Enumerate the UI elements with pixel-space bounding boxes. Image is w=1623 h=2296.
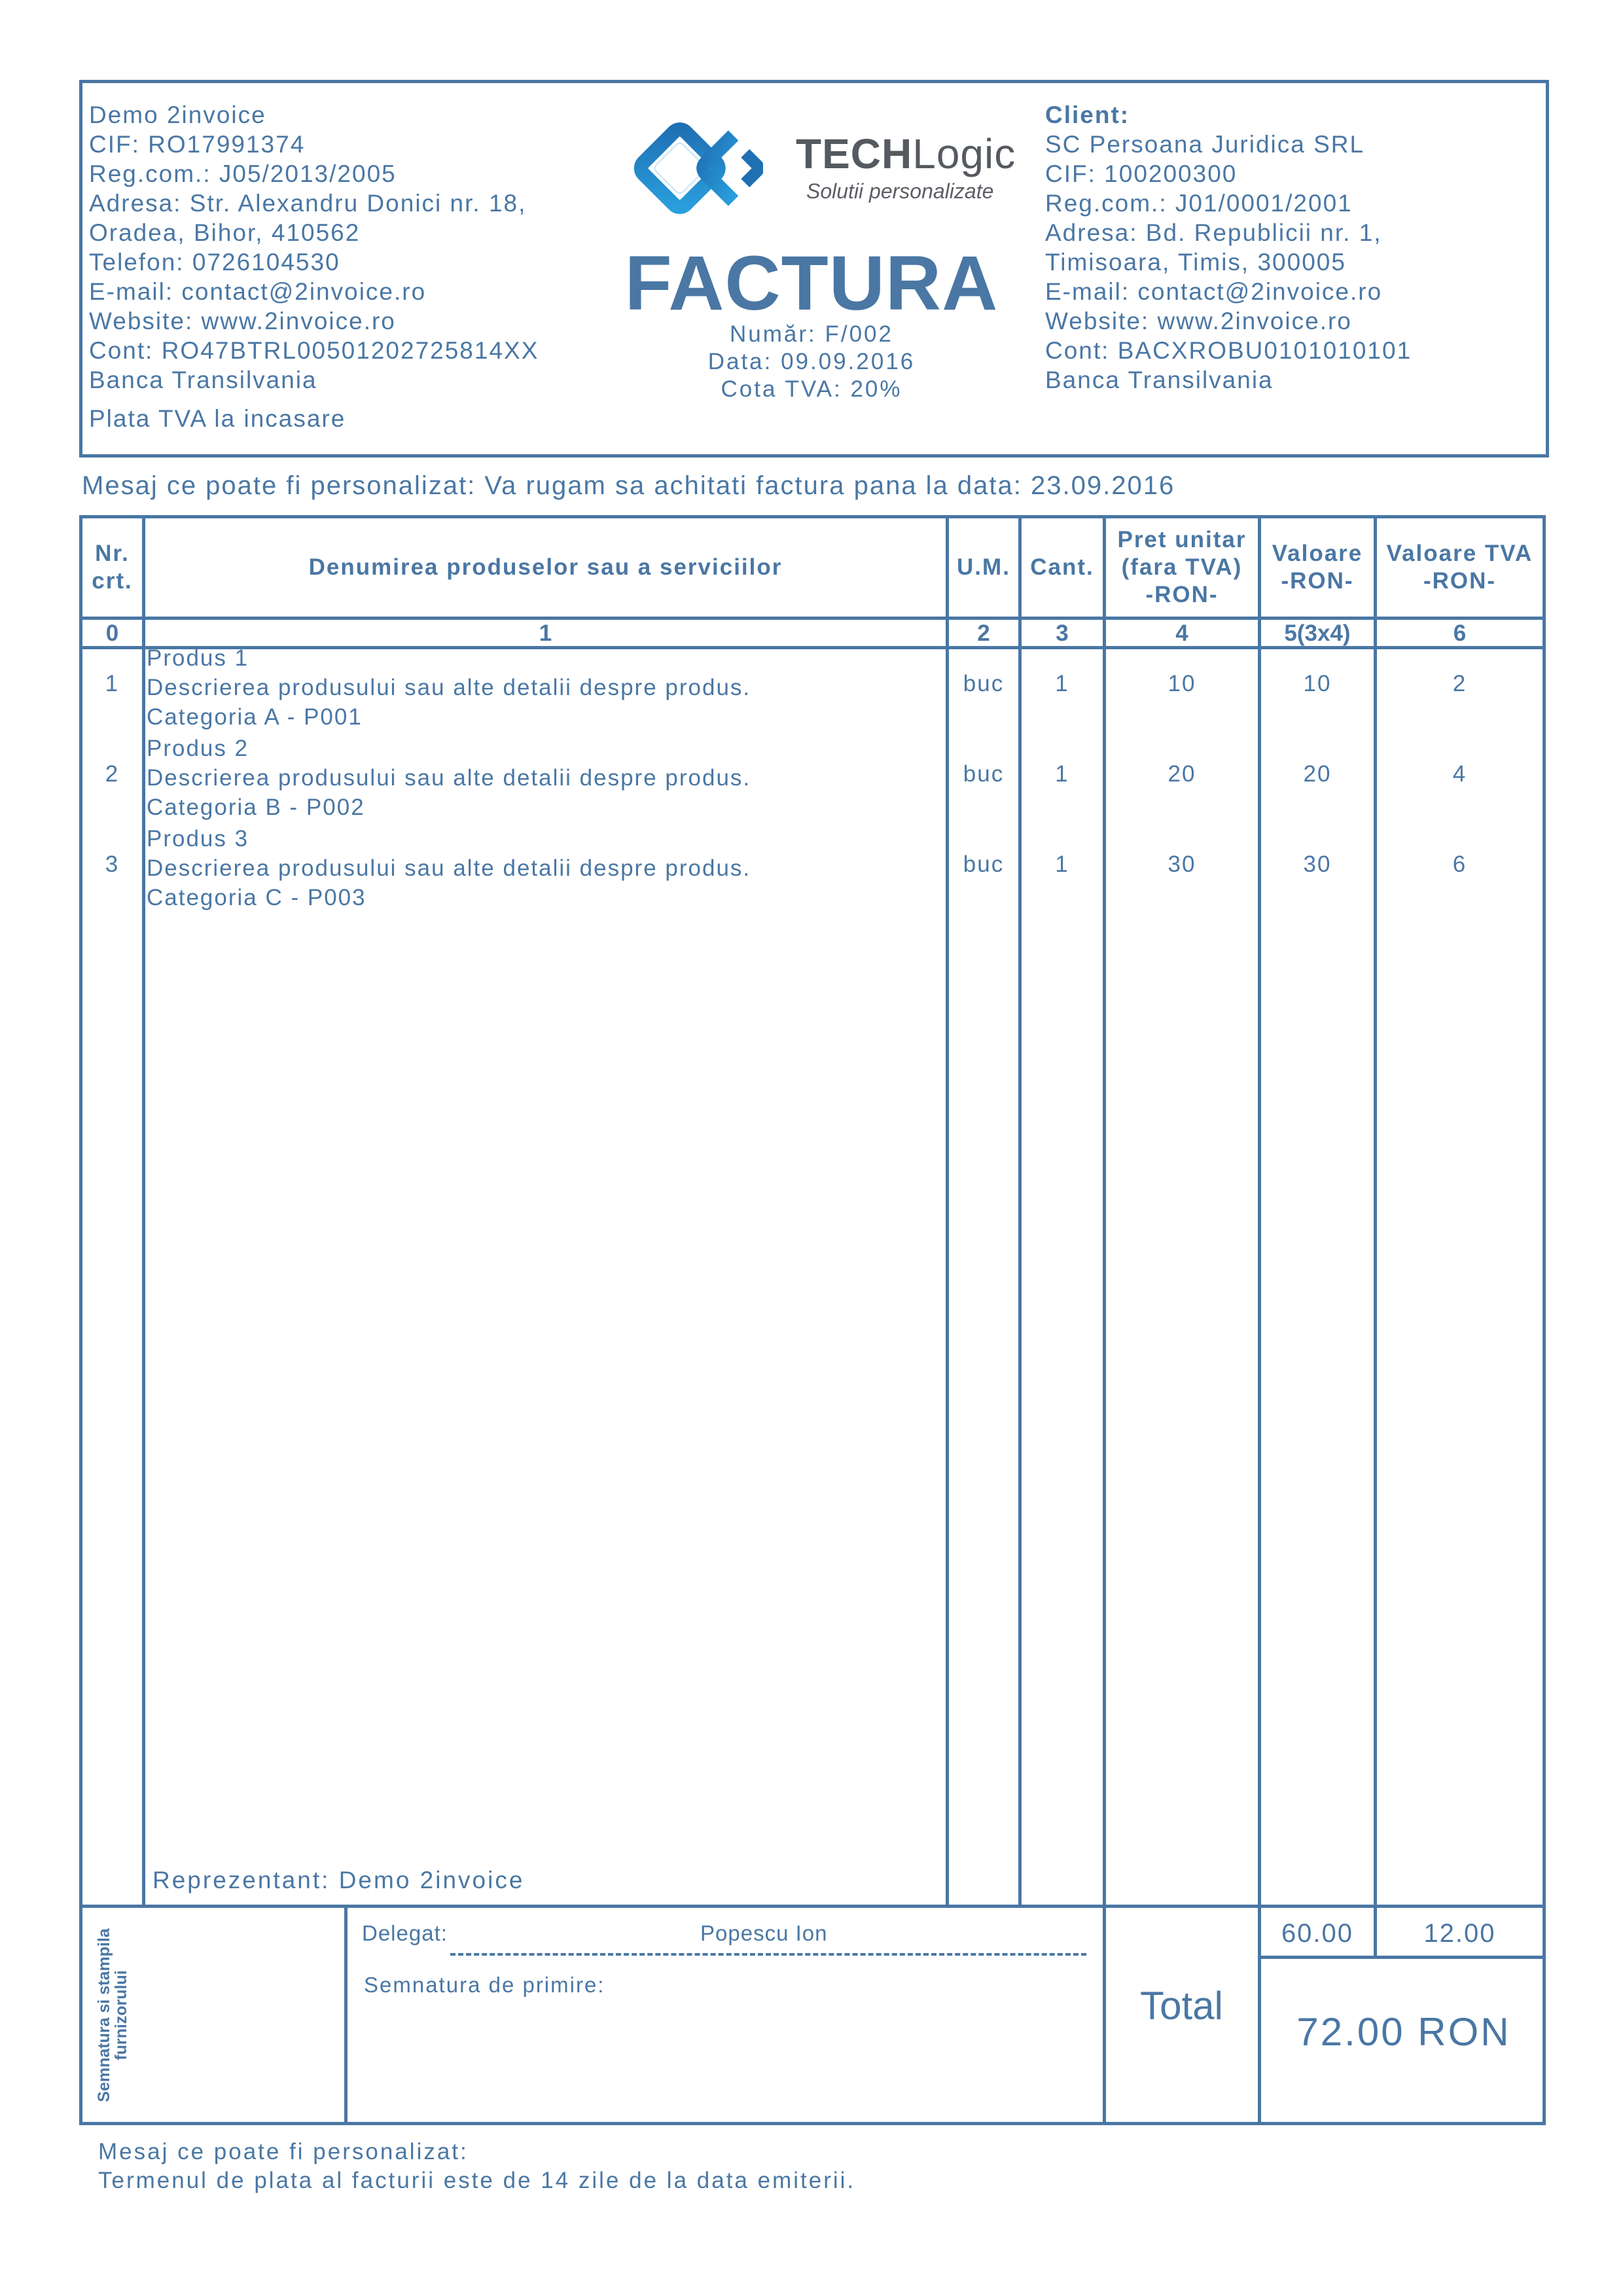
row-value: 30	[1303, 852, 1332, 877]
col-header-qty: Cant.	[1030, 554, 1094, 580]
table-border-left	[79, 515, 82, 2125]
supplier-address-line1: Adresa: Str. Alexandru Donici nr. 18,	[89, 190, 527, 217]
product-category: Categoria C - P003	[147, 885, 366, 910]
col-divider-name	[946, 515, 949, 1908]
row-unit-price: 20	[1168, 761, 1196, 787]
footer-message-line1: Mesaj ce poate fi personalizat:	[98, 2139, 469, 2164]
client-cif: CIF: 100200300	[1045, 160, 1238, 187]
supplier-signature-area	[82, 1910, 143, 2121]
supplier-name: Demo 2invoice	[89, 101, 266, 128]
supplier-address-line2: Oradea, Bihor, 410562	[89, 219, 361, 246]
col-divider-qty	[1103, 515, 1106, 2125]
index-cell: 0	[105, 620, 119, 646]
index-cell: 5(3x4)	[1284, 620, 1351, 646]
row-unit-price: 30	[1168, 852, 1196, 877]
row-vat: 2	[1452, 671, 1467, 696]
invoice-number: Număr: F/002	[730, 321, 893, 347]
client-account: Cont: BACXROBU0101010101	[1045, 337, 1412, 364]
index-cell: 4	[1175, 620, 1188, 646]
delegate-dotted-line	[450, 1953, 1086, 1956]
row-um: buc	[963, 852, 1005, 877]
row-um: buc	[963, 761, 1005, 787]
client-reg-com: Reg.com.: J01/0001/2001	[1045, 190, 1353, 217]
product-name: Produs 1	[147, 645, 249, 671]
client-website: Website: www.2invoice.ro	[1045, 308, 1352, 334]
row-value: 20	[1303, 761, 1332, 787]
representative: Reprezentant: Demo 2invoice	[152, 1867, 525, 1893]
total-label: Total	[1140, 1984, 1223, 2028]
table-body-bottom	[79, 1905, 1546, 1908]
col-divider-nr	[142, 515, 145, 1908]
product-name: Produs 3	[147, 826, 249, 852]
row-vat: 4	[1452, 761, 1467, 787]
vat-note: Plata TVA la incasare	[89, 405, 346, 432]
supplier-website: Website: www.2invoice.ro	[89, 308, 396, 334]
supplier-bank: Banca Transilvania	[89, 367, 317, 393]
delegate-name: Popescu Ion	[700, 1921, 828, 1945]
footer-message-line2: Termenul de plata al facturii este de 14 zile de la data emiterii.	[98, 2168, 856, 2193]
col-header-um: U.M.	[957, 554, 1010, 580]
row-vat: 6	[1452, 852, 1467, 877]
row-description	[147, 734, 751, 822]
row-value: 10	[1303, 671, 1332, 696]
product-description: Descrierea produsului sau alte detalii despre produs.	[147, 855, 751, 881]
row-nr: 1	[105, 671, 120, 696]
row-description	[147, 824, 751, 912]
subtotal-vat: 12.00	[1423, 1919, 1496, 1948]
client-address-line2: Timisoara, Timis, 300005	[1045, 249, 1346, 276]
col-header-vat-value: Valoare TVA -RON-	[1386, 541, 1533, 594]
subtotal-value: 60.00	[1281, 1919, 1354, 1948]
col-header-nr: Nr. crt.	[92, 541, 133, 594]
product-description: Descrierea produsului sau alte detalii despre produs.	[147, 765, 751, 791]
index-cell: 6	[1453, 620, 1467, 646]
invoice-date: Data: 09.09.2016	[707, 349, 916, 374]
supplier-account: Cont: RO47BTRL00501202725814XX	[89, 337, 539, 364]
col-header-unit-price: Pret unitar (fara TVA) -RON-	[1117, 527, 1247, 607]
index-cell: 2	[977, 620, 990, 646]
footer-message	[98, 2138, 855, 2195]
supplier-details	[89, 100, 539, 433]
receipt-signature-label: Semnatura de primire:	[364, 1973, 605, 1997]
invoice-title: FACTURA	[624, 240, 999, 327]
client-bank: Banca Transilvania	[1045, 367, 1274, 393]
client-address-line1: Adresa: Bd. Republicii nr. 1,	[1045, 219, 1382, 246]
col-divider-value	[1374, 515, 1377, 1959]
logo-tagline: Solutii personalizate	[806, 179, 994, 203]
product-category: Categoria A - P001	[147, 704, 363, 730]
supplier-reg-com: Reg.com.: J05/2013/2005	[89, 160, 397, 187]
row-um: buc	[963, 671, 1005, 696]
supplier-email: E-mail: contact@2invoice.ro	[89, 278, 427, 305]
row-qty: 1	[1055, 761, 1069, 787]
col-header-value: Valoare -RON-	[1272, 541, 1363, 594]
row-nr: 2	[105, 761, 120, 787]
supplier-cif: CIF: RO17991374	[89, 131, 306, 158]
delegate-label: Delegat:	[362, 1921, 448, 1945]
col-divider-price	[1258, 515, 1261, 2125]
row-qty: 1	[1055, 671, 1069, 696]
col-header-name: Denumirea produselor sau a serviciilor	[308, 554, 783, 580]
logo-wordmark: TECHLogic	[796, 130, 1016, 177]
client-email: E-mail: contact@2invoice.ro	[1045, 278, 1383, 305]
product-category: Categoria B - P002	[147, 795, 365, 820]
invoice-meta	[615, 321, 1008, 403]
signature-divider	[344, 1905, 348, 2125]
grand-total: 72.00 RON	[1296, 2010, 1511, 2054]
table-border-bottom	[79, 2122, 1546, 2125]
index-cell: 1	[539, 620, 552, 646]
supplier-signature-label: Semnatura si stampila furnizorului	[95, 1928, 130, 2102]
logo-mark-icon	[632, 113, 763, 224]
client-name: SC Persoana Juridica SRL	[1045, 131, 1365, 158]
index-cell: 3	[1056, 620, 1069, 646]
supplier-phone: Telefon: 0726104530	[89, 249, 340, 276]
row-unit-price: 10	[1168, 671, 1196, 696]
row-qty: 1	[1055, 852, 1069, 877]
client-label: Client:	[1045, 101, 1130, 128]
client-details	[1045, 100, 1412, 395]
row-description	[147, 643, 751, 732]
col-divider-um	[1018, 515, 1022, 1908]
invoice-vat-rate: Cota TVA: 20%	[721, 376, 902, 402]
row-nr: 3	[105, 852, 120, 877]
payment-message: Mesaj ce poate fi personalizat: Va rugam sa achitati factura pana la data: 23.09.2016	[82, 471, 1175, 500]
table-border-right	[1543, 515, 1546, 2125]
product-name: Produs 2	[147, 736, 249, 761]
product-description: Descrierea produsului sau alte detalii despre produs.	[147, 675, 751, 700]
